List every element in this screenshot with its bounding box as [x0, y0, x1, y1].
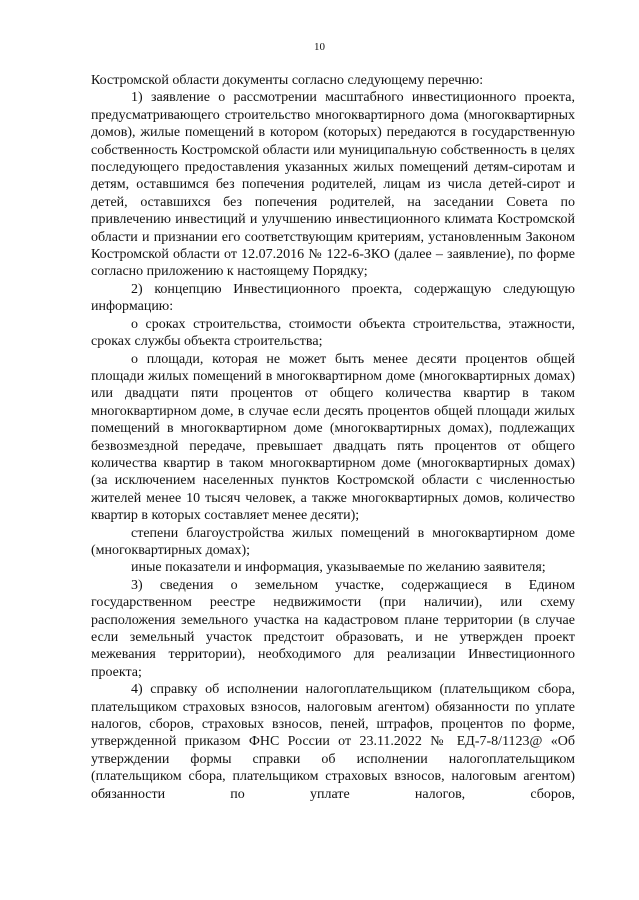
paragraph-item-3: 3) сведения о земельном участке, содержащиеся в Едином государственном реестре недвижимости (при наличии), или схему расположения земельного участка на кадастровом плане территории (в случае если земельный участок предстоит образовать, и не утвержден проект межевания территории), необходимого для реализации Инвестиционного проекта;: [91, 577, 575, 680]
paragraph-item-2: 2) концепцию Инвестиционного проекта, содержащую следующую информацию:: [91, 281, 575, 315]
paragraph-intro: Костромской области документы согласно следующему перечню:: [91, 73, 484, 88]
paragraph-subitem-improvement: степени благоустройства жилых помещений в многоквартирном доме (многоквартирных домах);: [91, 525, 575, 558]
paragraph-item-4: 4) справку об исполнении налогоплательщиком (плательщиком сбора, плательщиком страховых взносов, налоговым агентом) обязанности по уплате налогов, сборов, страховых взносов, пеней, штрафов, процентов по форме, утвержденной приказом ФНС России от 23.11.2022 № ЕД-7-8/1123@ «Об утверждении формы справки об исполнении налогоплательщиком (плательщиком сбора, плательщиком страховых взносов, налоговым агентом) обязанности по уплате налогов, сборов,: [91, 682, 575, 802]
document-body: [91, 72, 575, 803]
page-number: 10: [314, 41, 325, 53]
paragraph-subitem-other: иные показатели и информация, указываемые по желанию заявителя;: [131, 560, 546, 576]
paragraph-subitem-terms: о сроках строительства, стоимости объекта строительства, этажности, сроках службы объекта строительства;: [91, 316, 575, 350]
paragraph-item-1: 1) заявление о рассмотрении масштабного инвестиционного проекта, предусматривающего строительство многоквартирного дома (многоквартирных домов), жилые помещений в котором (которых) передаются в государственную собственность Костромской области или муниципальную собственность в целях последующего предоставления указанных жилых помещений детям-сиротам и детям, оставшимся без попечения родителей, лицам из числа детей-сирот и детей, оставшихся без попечения родителей, на заседании Совета по привлечению инвестиций и улучшению инвестиционного климата Костромской области и признании его соответствующим критериям, установленным Законом Костромской области от 12.07.2016 № 122-6-ЗКО (далее – заявление), по форме согласно приложению к настоящему Порядку;: [91, 90, 575, 280]
paragraph-subitem-area: о площади, которая не может быть менее десяти процентов общей площади жилых помещений в многоквартирном доме (многоквартирных домах) или двадцати пяти процентов от общего количества квартир в таком многоквартирном доме, в случае если десять процентов общей площади жилых помещений в многоквартирном доме (многоквартирных домах), подлежащих безвозмездной передаче, превышает двадцать пять процентов от общего количества квартир в таком многоквартирном доме (многоквартирных домах) (за исключением населенных пунктов Костромской области с численностью жителей менее 10 тысяч человек, а также многоквартирных домов, количество квартир в которых составляет менее десяти);: [91, 351, 575, 524]
